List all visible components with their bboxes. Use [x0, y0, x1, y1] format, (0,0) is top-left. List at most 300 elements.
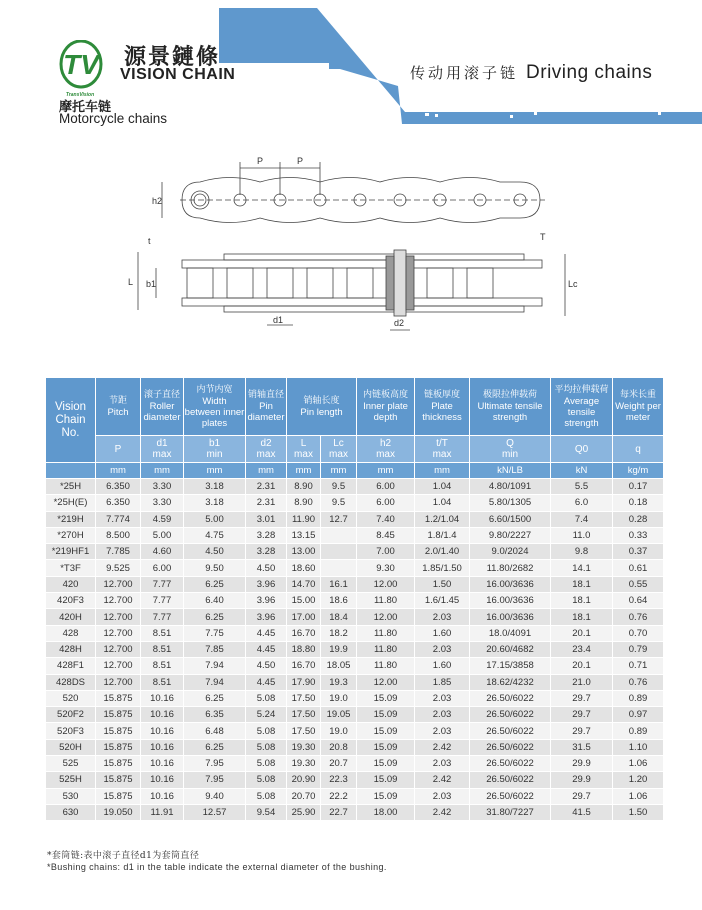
table-cell: 13.00: [287, 544, 321, 560]
table-cell: 11.80: [357, 593, 415, 609]
table-cell: 15.875: [96, 707, 141, 723]
table-cell: 20.1: [551, 625, 613, 641]
table-cell: 8.500: [96, 527, 141, 543]
table-cell: 1.60: [415, 658, 470, 674]
svg-text:TransVision: TransVision: [65, 92, 95, 98]
header-unit: mm: [141, 463, 184, 479]
table-cell: 8.51: [141, 641, 184, 657]
table-cell: 29.7: [551, 707, 613, 723]
table-cell: 7.77: [141, 593, 184, 609]
table-cell: 6.25: [184, 690, 246, 706]
table-cell: 12.700: [96, 674, 141, 690]
table-cell: 0.55: [613, 576, 664, 592]
table-cell: 18.6: [321, 593, 357, 609]
table-cell: 17.15/3858: [470, 658, 551, 674]
table-cell: 1.6/1.45: [415, 593, 470, 609]
table-cell: 9.50: [184, 560, 246, 576]
table-cell: 6.350: [96, 495, 141, 511]
table-cell: 2.03: [415, 707, 470, 723]
table-row: [46, 576, 664, 592]
table-cell: 0.79: [613, 641, 664, 657]
table-cell: 9.5: [321, 495, 357, 511]
chain-no-cell: 520H: [46, 739, 96, 755]
table-cell: 7.75: [184, 625, 246, 641]
table-cell: 9.5: [321, 479, 357, 495]
table-row: [46, 593, 664, 609]
table-cell: 14.70: [287, 576, 321, 592]
header-unit: mm: [321, 463, 357, 479]
table-cell: 5.00: [184, 511, 246, 527]
table-cell: 8.90: [287, 479, 321, 495]
chain-no-cell: 525: [46, 756, 96, 772]
table-cell: 3.18: [184, 479, 246, 495]
table-cell: 8.51: [141, 625, 184, 641]
table-cell: 11.80: [357, 625, 415, 641]
table-cell: 6.0: [551, 495, 613, 511]
table-cell: 26.50/6022: [470, 707, 551, 723]
table-cell: 1.2/1.04: [415, 511, 470, 527]
table-cell: 2.03: [415, 641, 470, 657]
table-cell: 8.51: [141, 674, 184, 690]
table-cell: 10.16: [141, 739, 184, 755]
chain-no-cell: 420H: [46, 609, 96, 625]
table-cell: 19.30: [287, 739, 321, 755]
header-en: Inner plate depth: [363, 401, 408, 423]
table-cell: 21.0: [551, 674, 613, 690]
table-cell: 15.875: [96, 739, 141, 755]
table-cell: 6.25: [184, 576, 246, 592]
table-cell: 11.80: [357, 641, 415, 657]
table-cell: 7.94: [184, 658, 246, 674]
header-symbol: [96, 436, 141, 463]
header-col-6: [357, 378, 415, 436]
table-cell: 12.700: [96, 609, 141, 625]
table-cell: 22.3: [321, 772, 357, 788]
table-cell: 9.80/2227: [470, 527, 551, 543]
table-cell: 3.96: [246, 576, 287, 592]
header-en: Weight per meter: [615, 401, 661, 423]
header-symbol: [357, 436, 415, 463]
section-title-cn: 摩托车链: [59, 100, 112, 115]
table-row: [46, 625, 664, 641]
table-cell: 1.50: [415, 576, 470, 592]
chain-no-cell: 520: [46, 690, 96, 706]
table-cell: 20.7: [321, 756, 357, 772]
table-cell: 0.89: [613, 690, 664, 706]
header-cn: 内链板高度: [363, 390, 409, 400]
header-cn: 内节内宽: [196, 384, 233, 395]
table-cell: 17.90: [287, 674, 321, 690]
header-en: Plate thickness: [422, 401, 462, 423]
table-cell: 19.050: [96, 804, 141, 820]
table-cell: 5.5: [551, 479, 613, 495]
table-cell: 2.03: [415, 723, 470, 739]
table-cell: 1.85: [415, 674, 470, 690]
chain-no-cell: 525H: [46, 772, 96, 788]
table-cell: 2.03: [415, 609, 470, 625]
table-cell: 0.70: [613, 625, 664, 641]
table-cell: 5.08: [246, 788, 287, 804]
table-cell: 0.89: [613, 723, 664, 739]
table-cell: 29.7: [551, 788, 613, 804]
chain-no-cell: *25H(E): [46, 495, 96, 511]
chain-no-cell: 428H: [46, 641, 96, 657]
header-cn: 链板厚度: [424, 390, 461, 400]
table-cell: 10.16: [141, 756, 184, 772]
table-cell: 31.80/7227: [470, 804, 551, 820]
table-cell: 4.45: [246, 641, 287, 657]
table-cell: 2.0/1.40: [415, 544, 470, 560]
footnote-cn: *套筒链:表中滚子直径d1为套筒直径: [47, 851, 200, 861]
table-cell: 15.875: [96, 723, 141, 739]
table-cell: 4.45: [246, 625, 287, 641]
table-cell: 3.30: [141, 495, 184, 511]
table-cell: 0.33: [613, 527, 664, 543]
table-cell: 5.80/1305: [470, 495, 551, 511]
table-cell: 7.95: [184, 772, 246, 788]
table-cell: 12.700: [96, 641, 141, 657]
table-cell: 19.3: [321, 674, 357, 690]
symbol-qualifier: max: [152, 449, 172, 460]
header-col-0: [96, 378, 141, 436]
table-cell: 6.48: [184, 723, 246, 739]
table-cell: 2.03: [415, 788, 470, 804]
vision-chain-logo: [58, 40, 110, 100]
header-symbol: [470, 436, 551, 463]
table-cell: 0.71: [613, 658, 664, 674]
table-cell: 18.62/4232: [470, 674, 551, 690]
header-cn: 每米长重: [620, 390, 657, 400]
table-cell: 4.59: [141, 511, 184, 527]
table-cell: 12.00: [357, 609, 415, 625]
chain-no-cell: 520F3: [46, 723, 96, 739]
label-b1: b1: [146, 279, 157, 289]
table-cell: 26.50/6022: [470, 756, 551, 772]
table-cell: 6.00: [357, 479, 415, 495]
footnote-en: *Bushing chains: d1 in the table indicate the external diameter of the bushing.: [47, 862, 387, 872]
table-cell: 6.00: [357, 495, 415, 511]
table-cell: 7.4: [551, 511, 613, 527]
table-cell: 9.30: [357, 560, 415, 576]
table-cell: [321, 560, 357, 576]
table-row: [46, 658, 664, 674]
table-cell: 7.00: [357, 544, 415, 560]
header-cn: 平均拉伸载荷: [554, 384, 609, 395]
table-cell: 26.50/6022: [470, 690, 551, 706]
header-symbol: [287, 436, 321, 463]
chain-no-cell: 428F1: [46, 658, 96, 674]
symbol-qualifier: max: [294, 449, 313, 460]
table-cell: 11.0: [551, 527, 613, 543]
table-cell: 10.16: [141, 723, 184, 739]
table-cell: 18.60: [287, 560, 321, 576]
table-cell: 4.50: [246, 560, 287, 576]
table-cell: 7.95: [184, 756, 246, 772]
header-cn: 极限拉伸载荷: [483, 390, 538, 400]
header-symbol: [184, 436, 246, 463]
header-symbol: [551, 436, 613, 463]
chain-no-cell: 420: [46, 576, 96, 592]
table-cell: 12.700: [96, 593, 141, 609]
table-cell: 7.40: [357, 511, 415, 527]
chain-no-cell: *219HF1: [46, 544, 96, 560]
table-cell: 9.40: [184, 788, 246, 804]
table-cell: 26.50/6022: [470, 772, 551, 788]
header-unit-no: [46, 463, 96, 479]
table-cell: 9.8: [551, 544, 613, 560]
symbol: Lc: [333, 438, 344, 449]
table-cell: 20.70: [287, 788, 321, 804]
table-cell: 0.18: [613, 495, 664, 511]
table-cell: 12.00: [357, 576, 415, 592]
table-cell: 1.8/1.4: [415, 527, 470, 543]
table-row: [46, 544, 664, 560]
header-unit: mm: [96, 463, 141, 479]
table-cell: 19.0: [321, 723, 357, 739]
symbol: L: [300, 438, 307, 449]
header-unit: mm: [357, 463, 415, 479]
table-cell: 10.16: [141, 707, 184, 723]
table-cell: 22.7: [321, 804, 357, 820]
table-cell: 8.45: [357, 527, 415, 543]
table-cell: 2.31: [246, 495, 287, 511]
table-row: [46, 479, 664, 495]
chain-no-cell: *T3F: [46, 560, 96, 576]
symbol-qualifier: max: [432, 449, 452, 460]
label-d2: d2: [394, 318, 405, 328]
table-cell: [321, 527, 357, 543]
table-cell: 11.90: [287, 511, 321, 527]
table-cell: 11.80/2682: [470, 560, 551, 576]
table-cell: 1.04: [415, 495, 470, 511]
table-cell: 7.94: [184, 674, 246, 690]
chain-no-cell: *219H: [46, 511, 96, 527]
table-cell: 11.80: [357, 658, 415, 674]
table-cell: 31.5: [551, 739, 613, 755]
table-cell: 26.50/6022: [470, 788, 551, 804]
table-cell: 2.42: [415, 772, 470, 788]
table-row: [46, 641, 664, 657]
header-col-10: [613, 378, 664, 436]
symbol: b1: [208, 438, 221, 449]
table-cell: 20.1: [551, 658, 613, 674]
table-cell: 6.25: [184, 609, 246, 625]
svg-text:TV: TV: [63, 49, 99, 80]
table-cell: 12.700: [96, 625, 141, 641]
footnotes: [47, 851, 387, 873]
table-cell: 7.785: [96, 544, 141, 560]
table-cell: 12.00: [357, 674, 415, 690]
symbol-qualifier: min: [501, 449, 519, 460]
table-cell: 2.42: [415, 739, 470, 755]
table-cell: 15.875: [96, 772, 141, 788]
label-p2: P: [297, 156, 304, 166]
table-cell: 1.60: [415, 625, 470, 641]
table-cell: 2.42: [415, 804, 470, 820]
table-cell: 26.50/6022: [470, 739, 551, 755]
brand-name-cn: 源景鏈條: [124, 45, 221, 70]
table-row: [46, 788, 664, 804]
chain-no-cell: 520F2: [46, 707, 96, 723]
table-cell: 10.16: [141, 788, 184, 804]
header-col-2: [184, 378, 246, 436]
header-unit: kN/LB: [470, 463, 551, 479]
table-cell: 0.97: [613, 707, 664, 723]
header-en: Average tensile strength: [563, 395, 600, 429]
table-cell: 19.30: [287, 756, 321, 772]
chain-no-cell: *25H: [46, 479, 96, 495]
table-cell: 1.06: [613, 788, 664, 804]
table-cell: 1.85/1.50: [415, 560, 470, 576]
table-cell: 7.77: [141, 609, 184, 625]
table-cell: 0.76: [613, 609, 664, 625]
chain-no-cell: 428DS: [46, 674, 96, 690]
table-cell: 15.09: [357, 772, 415, 788]
header-symbol: [613, 436, 664, 463]
symbol: t/T: [436, 438, 448, 449]
table-cell: 29.9: [551, 772, 613, 788]
header-col-1: [141, 378, 184, 436]
table-cell: 15.09: [357, 690, 415, 706]
table-cell: 18.1: [551, 576, 613, 592]
brand-name-en: VISION CHAIN: [120, 66, 236, 83]
table-cell: [321, 544, 357, 560]
table-cell: 15.875: [96, 788, 141, 804]
table-cell: 16.00/3636: [470, 593, 551, 609]
table-cell: 2.03: [415, 690, 470, 706]
table-row: [46, 609, 664, 625]
table-cell: 11.91: [141, 804, 184, 820]
table-cell: 4.50: [184, 544, 246, 560]
table-cell: 18.2: [321, 625, 357, 641]
table-cell: 19.05: [321, 707, 357, 723]
chain-no-cell: 630: [46, 804, 96, 820]
symbol-qualifier: min: [206, 449, 223, 460]
table-cell: 20.8: [321, 739, 357, 755]
table-cell: 16.70: [287, 658, 321, 674]
symbol: h2: [379, 438, 392, 449]
header-pin-length: [287, 378, 357, 436]
header-cn: 节距: [108, 395, 127, 406]
table-cell: 18.4: [321, 609, 357, 625]
table-cell: 0.76: [613, 674, 664, 690]
header-unit: kN: [551, 463, 613, 479]
header-en: Width between inner plates: [184, 395, 245, 429]
table-cell: 0.28: [613, 511, 664, 527]
table-cell: 6.350: [96, 479, 141, 495]
label-Lc: Lc: [568, 279, 578, 289]
table-cell: 3.01: [246, 511, 287, 527]
symbol: q: [635, 443, 641, 455]
header-col-7: [415, 378, 470, 436]
table-cell: 20.90: [287, 772, 321, 788]
table-cell: 17.50: [287, 723, 321, 739]
label-p1: P: [257, 156, 264, 166]
table-cell: 1.10: [613, 739, 664, 755]
table-row: [46, 511, 664, 527]
chain-top-view: [138, 250, 565, 330]
table-cell: 15.00: [287, 593, 321, 609]
table-cell: 15.09: [357, 788, 415, 804]
header-symbol: [321, 436, 357, 463]
table-cell: 19.0: [321, 690, 357, 706]
header-unit: mm: [287, 463, 321, 479]
table-cell: 17.50: [287, 707, 321, 723]
table-cell: 1.50: [613, 804, 664, 820]
table-cell: 3.96: [246, 609, 287, 625]
table-cell: 16.00/3636: [470, 609, 551, 625]
table-cell: 12.57: [184, 804, 246, 820]
table-cell: 15.09: [357, 739, 415, 755]
header-chain-no: Vision Chain No.: [46, 378, 96, 463]
table-cell: 15.09: [357, 723, 415, 739]
motorcycle-chain-spec-table: [45, 377, 664, 821]
table-cell: 2.31: [246, 479, 287, 495]
label-T: T: [540, 232, 546, 242]
header-unit: mm: [415, 463, 470, 479]
table-cell: 5.24: [246, 707, 287, 723]
label-d1: d1: [273, 315, 284, 325]
header-en: Ultimate tensile strength: [477, 401, 543, 423]
table-row: [46, 804, 664, 820]
table-cell: 3.30: [141, 479, 184, 495]
table-cell: 1.04: [415, 479, 470, 495]
table-cell: 15.875: [96, 690, 141, 706]
table-cell: 18.05: [321, 658, 357, 674]
table-cell: 12.700: [96, 576, 141, 592]
table-row: [46, 739, 664, 755]
table-cell: 6.40: [184, 593, 246, 609]
table-cell: 4.45: [246, 674, 287, 690]
table-cell: 17.50: [287, 690, 321, 706]
table-cell: 29.9: [551, 756, 613, 772]
table-cell: 16.70: [287, 625, 321, 641]
table-cell: 23.4: [551, 641, 613, 657]
symbol: d1: [156, 438, 168, 449]
symbol: Q0: [574, 443, 589, 455]
table-cell: 14.1: [551, 560, 613, 576]
table-cell: 8.90: [287, 495, 321, 511]
table-cell: 9.525: [96, 560, 141, 576]
table-cell: 8.51: [141, 658, 184, 674]
table-cell: 2.03: [415, 756, 470, 772]
header-cn: 销轴直径: [247, 390, 284, 400]
table-cell: 5.00: [141, 527, 184, 543]
header-unit: mm: [184, 463, 246, 479]
chain-no-cell: 530: [46, 788, 96, 804]
symbol-qualifier: max: [329, 449, 348, 460]
table-cell: 26.50/6022: [470, 723, 551, 739]
header-col-8: [470, 378, 551, 436]
header-unit: mm: [246, 463, 287, 479]
symbol: P: [114, 443, 122, 455]
table-cell: 16.00/3636: [470, 576, 551, 592]
table-cell: 25.90: [287, 804, 321, 820]
chain-no-cell: *270H: [46, 527, 96, 543]
table-cell: 3.28: [246, 544, 287, 560]
table-cell: 0.61: [613, 560, 664, 576]
header-col-3: [246, 378, 287, 436]
table-cell: 0.17: [613, 479, 664, 495]
table-cell: 7.85: [184, 641, 246, 657]
table-cell: 15.875: [96, 756, 141, 772]
table-cell: 18.80: [287, 641, 321, 657]
symbol: Q: [506, 438, 514, 449]
table-cell: 18.1: [551, 609, 613, 625]
table-cell: 6.25: [184, 739, 246, 755]
table-cell: 15.09: [357, 756, 415, 772]
table-row: [46, 723, 664, 739]
